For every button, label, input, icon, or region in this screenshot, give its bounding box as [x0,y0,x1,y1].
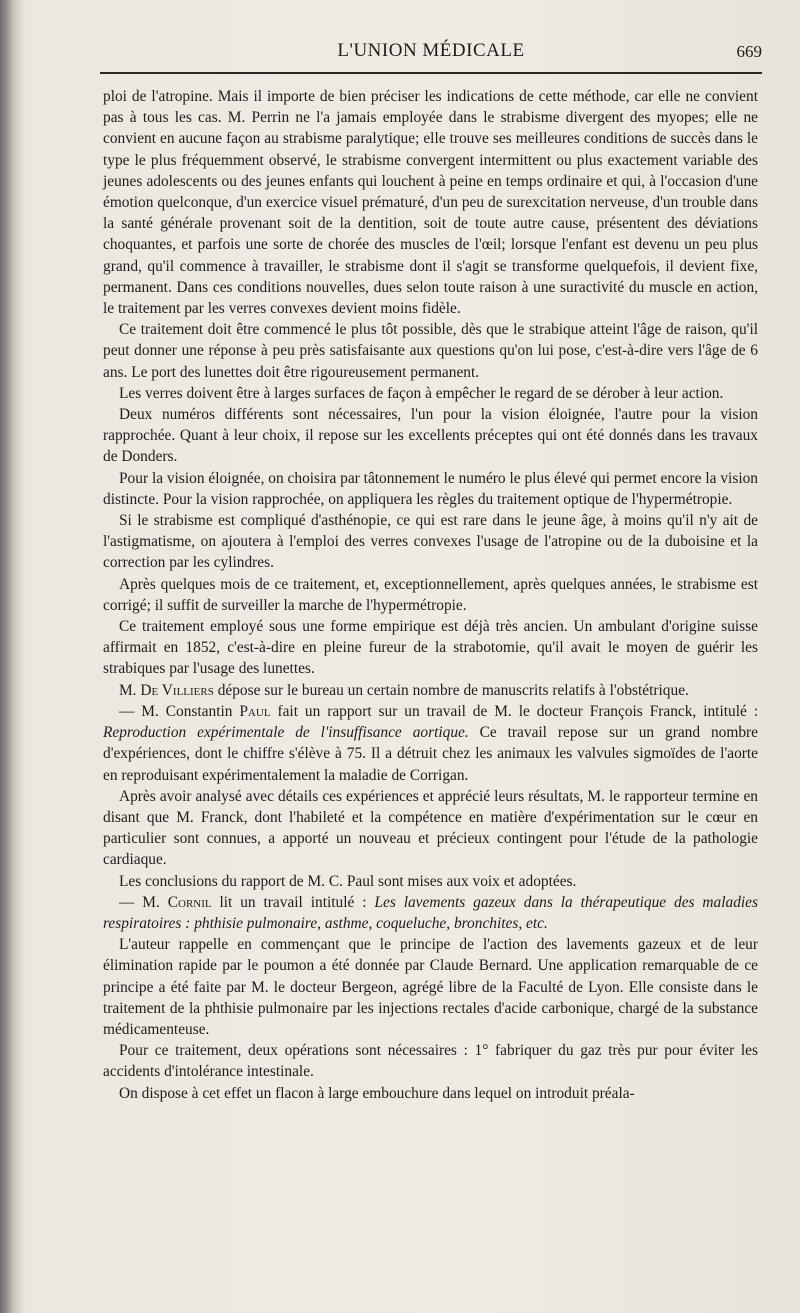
paragraph [103,786,758,871]
text-run: Ce travail repose sur un grand nombre d'expériences, dont le chiffre s'élève à 75. Il a détruit chez les animaux les valvules sigmoïdes de l'aorte en reproduisant expérimentalement la maladie de Corrigan. [103,724,758,784]
paragraph [103,319,758,383]
text-run: dépose sur le bureau un certain nombre de manuscrits relatifs à l'obstétrique. [213,681,689,699]
text-run: M. [119,681,141,699]
text-run: Si le strabisme est compliqué d'asthénopie, ce qui est rare dans le jeune âge, à moins qu'il n'y ait de l'astigmatisme, on ajoutera à l'emploi des verres convexes l'usage de l'atropine ou de la duboisine et la correction par les cylindres. [103,512,758,572]
paragraph [103,701,758,786]
paragraph [103,468,758,510]
text-run: Ce traitement doit être commencé le plus tôt possible, dès que le strabique atteint l'âge de raison, qu'il peut donner une réponse à peu près satisfaisante aux questions qu'on lui pose, c'est-à-dire vers l'âge de 6 ans. Le port des lunettes doit être rigoureusement permanent. [103,321,758,381]
page-header [100,40,762,66]
text-run: Pour la vision éloignée, on choisira par tâtonnement le numéro le plus élevé qui permet encore la vision distincte. Pour la vision rapprochée, on appliquera les règles du traitement optique de l'hypermétropie. [103,469,758,508]
text-run: Après quelques mois de ce traitement, et, exceptionnellement, après quelques années, le strabisme est corrigé; il suffit de surveiller la marche de l'hypermétropie. [103,575,758,614]
header-rule [100,72,762,74]
paragraph [103,1040,758,1082]
text-run: fait un rapport sur un travail de M. le docteur François Franck, intitulé : [270,702,758,720]
text-run: On dispose à cet effet un flacon à large embouchure dans lequel on introduit préala- [119,1084,635,1102]
text-run: Les conclusions du rapport de M. C. Paul sont mises aux voix et adoptées. [119,872,577,890]
author-name: Cornil [167,893,212,911]
text-run: L'auteur rappelle en commençant que le principe de l'action des lavements gazeux et de leur élimination rapide par le poumon a été donnée par Claude Bernard. Une application remarquable de ce principe a été faite par M. le docteur Bergeon, agrégé libre de la Faculté de Lyon. Elle consiste dans le traitement de la phthisie pulmonaire par les injections rectales d'acide carbonique, chargé de la substance médicamenteuse. [103,936,758,1038]
text-run: lit un travail intitulé : [211,893,375,911]
text-run: Pour ce traitement, deux opérations sont nécessaires : 1° fabriquer du gaz très pur pour éviter les accidents d'intolérance intestinale. [103,1042,758,1081]
italic-text: Les lavements gazeux dans la thérapeutique des maladies respiratoires : phthisie pulmonaire, asthme, coqueluche, bronchites, etc. [103,893,758,932]
text-run: Les verres doivent être à larges surfaces de façon à empêcher le regard de se dérober à leur action. [119,384,724,402]
paragraph [103,680,758,701]
author-name: Paul [239,702,271,720]
paragraph [103,871,758,892]
paragraph [103,934,758,1040]
paragraph [103,1083,758,1104]
paragraph [103,510,758,574]
text-run: ploi de l'atropine. Mais il importe de bien préciser les indications de cette méthode, car elle ne convient pas à tous les cas. M. Perrin ne l'a jamais employée dans le strabisme divergent des myopes; elle ne convient en aucune façon au strabisme paralytique; elle trouve ses meilleures conditions de succès dans le type le plus fréquemment observé, le strabisme convergent intermittent ou plus exactement variable des jeunes adolescents ou des jeunes enfants qui louchent à peine en temps ordinaire et qui, à l'occasion d'une émotion quelconque, d'un exercice visuel prématuré, d'un peu de surexcitation nerveuse, d'un trouble dans la santé générale provenant soit de la dentition, soit de toute autre cause, présentent des déviations choquantes, et parfois une sorte de chorée des muscles de l'œil; lorsque l'enfant est devenu un peu plus grand, qu'il commence à travailler, le strabisme dont il s'agit se transforme quelquefois, il devient fixe, permanent. Dans ces conditions nouvelles, dues selon toute raison à une suractivité du muscle en action, le traitement par les verres convexes devient moins fidèle. [103,88,758,318]
paragraph [103,404,758,468]
page-number: 669 [736,42,762,61]
running-title: L'UNION MÉDICALE [337,40,525,61]
paragraph [103,86,758,319]
text-run: Deux numéros différents sont nécessaires, l'un pour la vision éloignée, l'autre pour la vision rapprochée. Quant à leur choix, il repose sur les excellents préceptes qui ont été donnés dans les travaux de Donders. [103,406,758,466]
text-run: Ce traitement employé sous une forme empirique est déjà très ancien. Un ambulant d'origine suisse affirmait en 1852, c'est-à-dire en pleine fureur de la strabotomie, qu'il avait le moyen de guérir les strabiques par l'usage des lunettes. [103,618,758,678]
text-run: — M. [119,893,168,911]
italic-text: Reproduction expérimentale de l'insuffisance aortique. [103,724,469,742]
paragraph [103,383,758,404]
paragraph [103,616,758,680]
article-body [103,86,758,1104]
author-name: De Villiers [140,681,214,699]
paragraph [103,892,758,934]
text-run: Après avoir analysé avec détails ces expériences et apprécié leurs résultats, M. le rapporteur termine en disant que M. Franck, dont l'habileté et la compétence en matière d'expérimentation sur le cœur en particulier sont connues, a apporté un nouveau et précieux contingent pour l'étude de la pathologie cardiaque. [103,787,758,869]
paragraph [103,574,758,616]
text-run: — M. Constantin [119,702,240,720]
